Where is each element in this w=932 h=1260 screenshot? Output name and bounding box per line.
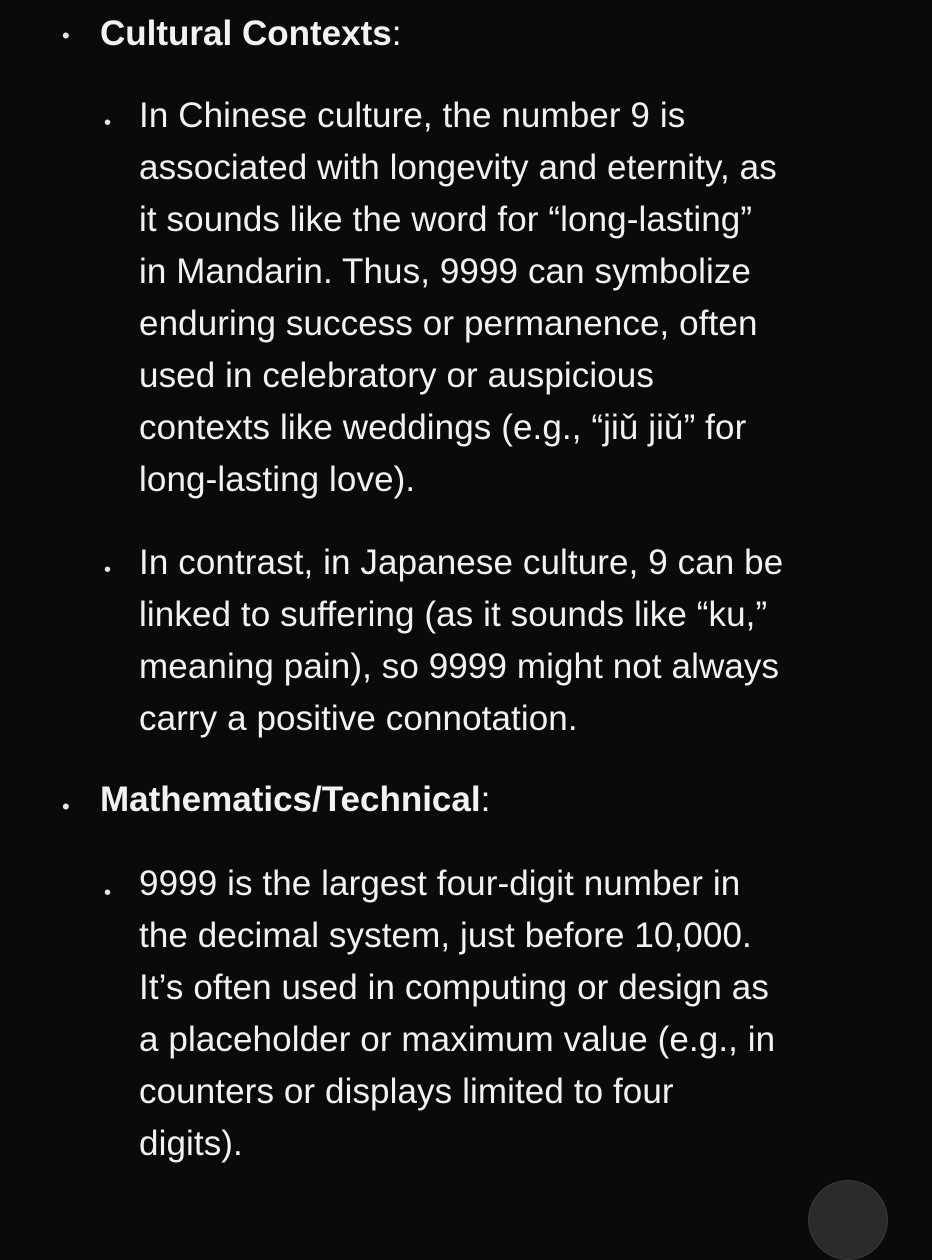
section-heading-text: Cultural Contexts bbox=[100, 14, 392, 53]
scroll-to-bottom-button[interactable] bbox=[808, 1180, 888, 1260]
list-bullet: • bbox=[104, 882, 112, 904]
list-item-chinese-culture: In Chinese culture, the number 9 is associated with longevity and eternity, as it sounds like the word for “long-lasting” in Mandarin. Thus, 9999 can symbolize enduring success or permanence, often used in celebratory or auspicious contexts like weddings (e.g., “jiǔ jiǔ” for long-lasting love). bbox=[139, 96, 777, 499]
section-heading-colon: : bbox=[391, 14, 402, 53]
section-heading-colon: : bbox=[480, 780, 491, 819]
section-heading-mathematics-technical bbox=[100, 780, 490, 820]
list-bullet: • bbox=[62, 794, 70, 819]
list-item-japanese-culture: In contrast, in Japanese culture, 9 can be linked to suffering (as it sounds like “ku,” meaning pain), so 9999 might not always carry a positive connotation. bbox=[139, 543, 784, 738]
section-heading-text: Mathematics/Technical bbox=[100, 780, 481, 819]
list-bullet: • bbox=[62, 23, 70, 48]
list-item-largest-four-digit: 9999 is the largest four-digit number in the decimal system, just before 10,000. It’s often used in computing or design as a placeholder or maximum value (e.g., in counters or displays limited to four digits). bbox=[139, 864, 776, 1163]
list-bullet: • bbox=[104, 112, 112, 134]
list-bullet: • bbox=[104, 559, 112, 581]
section-heading-cultural-contexts bbox=[100, 14, 401, 54]
